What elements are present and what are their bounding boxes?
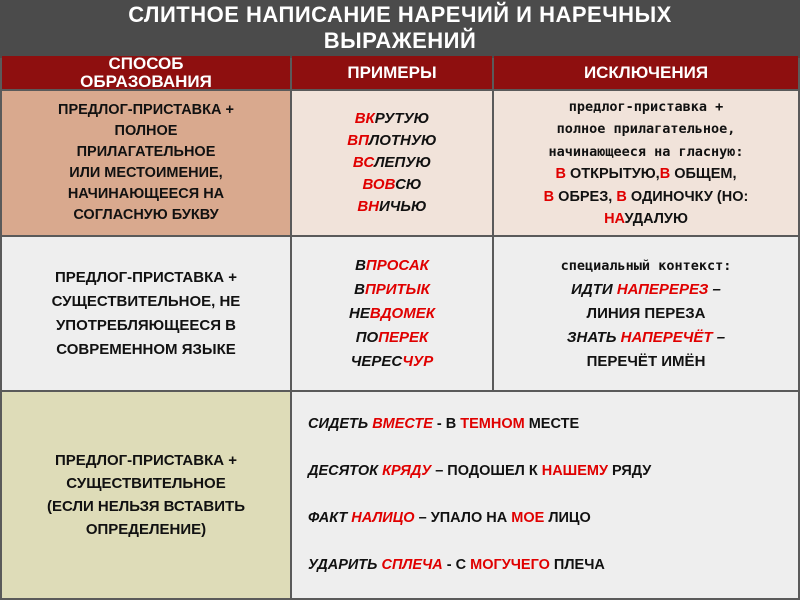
row2-method-line: СОВРЕМЕННОМ ЯЗЫКЕ [56, 340, 236, 358]
example-item: ВПЛОТНУЮ [347, 132, 437, 149]
header-exceptions: ИСКЛЮЧЕНИЯ [494, 56, 798, 89]
row3-examples-cell [292, 392, 798, 598]
row1-exceptions-cell [494, 91, 798, 235]
header-method [2, 53, 290, 91]
exception-line: начинающееся на гласную: [548, 143, 744, 160]
example-item: ВОВСЮ [362, 176, 422, 193]
exception-line: ИДТИ НАПЕРЕРЕЗ – [571, 280, 721, 298]
row3-method-line: ОПРЕДЕЛЕНИЕ) [85, 521, 207, 538]
row1-method-line: НАЧИНАЮЩЕЕСЯ НА [67, 186, 225, 202]
row2-method-line: ПРЕДЛОГ-ПРИСТАВКА + [55, 268, 237, 286]
title-line-2: ВЫРАЖЕНИЙ [323, 28, 477, 53]
row1-method-line: ИЛИ МЕСТОИМЕНИЕ, [69, 165, 223, 181]
row1-method-line: ПОЛНОЕ [114, 123, 178, 139]
row2-method-line: СУЩЕСТВИТЕЛЬНОЕ, НЕ [51, 292, 241, 310]
row2-method-line: УПОТРЕБЛЯЮЩЕЕСЯ В [55, 316, 237, 334]
row3-method-line: (ЕСЛИ НЕЛЬЗЯ ВСТАВИТЬ [46, 498, 245, 515]
row1-method-line: СОГЛАСНУЮ БУКВУ [73, 207, 219, 223]
exception-line: В ОТКРЫТУЮ,В ОБЩЕМ, [555, 166, 737, 182]
example-sentence: СИДЕТЬ ВМЕСТЕ - В ТЕМНОМ МЕСТЕ [308, 416, 580, 432]
row2-examples-cell [292, 237, 492, 390]
exception-line: ПЕРЕЧЁТ ИМЁН [586, 352, 706, 370]
example-item: ВКРУТУЮ [354, 110, 430, 127]
example-item: ВПРИТЫК [354, 280, 430, 298]
example-item: ЧЕРЕСЧУР [350, 352, 434, 370]
row1-method-line: ПРЕДЛОГ-ПРИСТАВКА + [58, 102, 234, 118]
row3-method-cell [2, 392, 290, 598]
example-sentence: УДАРИТЬ СПЛЕЧА - С МОГУЧЕГО ПЛЕЧА [308, 557, 605, 573]
exception-line: ЛИНИЯ ПЕРЕЗА [586, 304, 706, 322]
exception-line: НАУДАЛУЮ [604, 211, 688, 227]
row1-method-line: ПРИЛАГАТЕЛЬНОЕ [76, 144, 216, 160]
row1-examples-cell [292, 91, 492, 235]
row1-method-cell [2, 91, 290, 235]
title-line-1: СЛИТНОЕ НАПИСАНИЕ НАРЕЧИЙ И НАРЕЧНЫХ [128, 2, 672, 27]
exception-line: полное прилагательное, [556, 121, 736, 137]
exception-line: специальный контекст: [560, 257, 732, 274]
example-item: НЕВДОМЕК [349, 304, 435, 322]
exception-line: предлог-приставка + [568, 98, 724, 115]
header-method-line-1: СПОСОБ [108, 53, 184, 73]
example-item: ПОПЕРЕК [355, 328, 429, 346]
example-sentence: ФАКТ НАЛИЦО – УПАЛО НА МОЕ ЛИЦО [308, 510, 591, 526]
exception-line: ЗНАТЬ НАПЕРЕЧЁТ – [566, 328, 726, 346]
example-item: ВПРОСАК [355, 256, 429, 274]
row3-method-line: ПРЕДЛОГ-ПРИСТАВКА + [55, 452, 237, 469]
header-examples: ПРИМЕРЫ [292, 56, 492, 89]
example-item: ВНИЧЬЮ [357, 198, 427, 215]
row3-method-line: СУЩЕСТВИТЕЛЬНОЕ [66, 475, 226, 492]
example-sentence: ДЕСЯТОК КРЯДУ – ПОДОШЕЛ К НАШЕМУ РЯДУ [308, 463, 652, 479]
example-item: ВСЛЕПУЮ [352, 154, 432, 171]
header-method-line-2: ОБРАЗОВАНИЯ [80, 71, 212, 91]
exception-line: В ОБРЕЗ, В ОДИНОЧКУ (НО: [543, 188, 749, 205]
row2-method-cell [2, 237, 290, 390]
slide-title [0, 0, 800, 58]
row2-exceptions-cell [494, 237, 798, 390]
